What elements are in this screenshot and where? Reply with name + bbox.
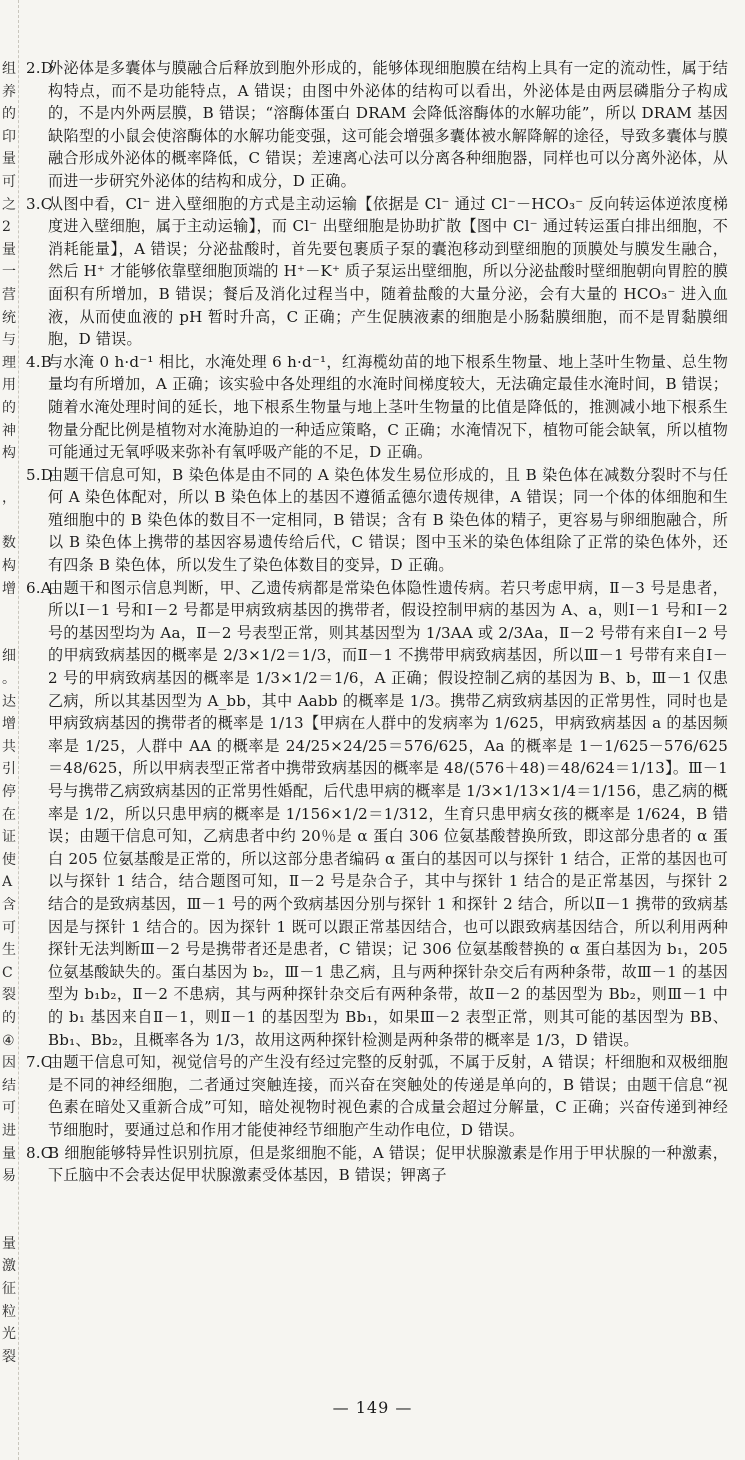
margin-fragment: 证	[2, 829, 16, 846]
answer-item-4	[26, 351, 728, 464]
item-number: 4.B	[26, 352, 53, 371]
answer-item-3	[26, 193, 728, 351]
margin-fragment: 之	[2, 196, 16, 213]
margin-fragment: 生	[2, 942, 16, 959]
margin-fragment: 激	[2, 1258, 16, 1275]
margin-fragment: 引	[2, 761, 16, 778]
margin-fragment: 停	[2, 784, 16, 800]
margin-fragment: 理	[2, 354, 16, 371]
item-text: 从图中看，Cl⁻ 进入壁细胞的方式是主动运输【依据是 Cl⁻ 通过 Cl⁻－HCO₃⁻ 反向转运体逆浓度梯度进入壁细胞，属于主动运输】，而 Cl⁻ 出壁细胞是协助扩散【图中 Cl⁻ 通过转运蛋白排出细胞，不消耗能量】，A 错误；分泌盐酸时，首先要包裹质子泵的囊泡移动到壁细胞的顶膜处与膜发生融合，然后 H⁺ 才能够依靠壁细胞顶端的 H⁺－K⁺ 质子泵运出壁细胞，所以分泌盐酸时壁细胞朝向胃腔的膜面积有所增加，B 错误；餐后及消化过程当中，随着盐酸的大量分泌，会有大量的 HCO₃⁻ 进入血液，从而使血液的 pH 暂时升高，C 正确；产生促胰液素的细胞是小肠黏膜细胞，而不是胃黏膜细胞，D 错误。	[48, 194, 728, 349]
margin-fragment: 粒	[2, 1303, 16, 1320]
answer-item-7	[26, 1051, 728, 1141]
margin-fragment: 易	[2, 1168, 16, 1185]
margin-fragment	[2, 623, 16, 646]
margin-fragment	[2, 600, 16, 623]
margin-fragment	[2, 1188, 16, 1211]
margin-fragment: 的	[2, 1009, 16, 1026]
margin-fragment: 量	[2, 241, 16, 258]
margin-fragment: 用	[2, 377, 16, 394]
answer-item-6	[26, 577, 728, 1051]
margin-fragment: 数	[2, 535, 16, 552]
margin-fragment: 的	[2, 106, 16, 123]
answer-item-5	[26, 464, 728, 577]
margin-fragment: 与	[2, 332, 16, 349]
margin-fragment: 。	[2, 671, 16, 688]
margin-fragment: 共	[2, 738, 16, 755]
margin-fragment: 可	[2, 173, 16, 190]
margin-fragment	[2, 510, 16, 533]
answer-explanations	[26, 57, 728, 1187]
margin-fragment	[2, 1210, 16, 1233]
margin-fragment: ④	[2, 1032, 15, 1049]
margin-fragment: 达	[2, 693, 16, 710]
item-number: 6.A	[26, 578, 52, 597]
item-text: B 细胞能够特异性识别抗原，但是浆细胞不能，A 错误；促甲状腺激素是作用于甲状腺的一种激素，下丘脑中不会表达促甲状腺激素受体基因，B 错误；钾离子	[48, 1143, 728, 1185]
item-number: 5.D	[26, 465, 54, 484]
margin-fragment: 裂	[2, 987, 16, 1004]
margin-fragment: 一	[2, 264, 16, 281]
margin-fragment: 裂	[2, 1348, 16, 1365]
item-text: 与水淹 0 h·d⁻¹ 相比，水淹处理 6 h·d⁻¹，红海榄幼苗的地下根系生物量、地上茎叶生物量、总生物量均有所增加，A 正确；该实验中各处理组的水淹时间梯度较大，无法确定最佳水淹时间，B 错误；随着水淹处理时间的延长，地下根系生物量与地上茎叶生物量的比值是降低的，推测减小地下根系生物量分配比例是植物对水淹胁迫的一种适应策略，C 正确；水淹情况下，植物可能会缺氧，所以植物可能通过无氧呼吸来弥补有氧呼吸产能的不足，D 正确。	[48, 352, 728, 462]
answer-item-8	[26, 1142, 728, 1187]
item-number: 2.D	[26, 59, 54, 77]
margin-fragment: 营	[2, 286, 16, 303]
item-number: 3.C	[26, 194, 53, 213]
item-text: 由题干信息可知，B 染色体是由不同的 A 染色体发生易位形成的，且 B 染色体在减数分裂时不与任何 A 染色体配对，所以 B 染色体上的基因不遵循孟德尔遗传规律，A 错误；同一个体的体细胞和生殖细胞中的 B 染色体的数目不一定相同，B 错误；含有 B 染色体的精子，更容易与卵细胞融合，所以 B 染色体上携带的基因容易遗传给后代，C 错误；图中玉米的染色体组除了正常的染色体外，还有四条 B 染色体，所以发生了染色体数目的变异，D 正确。	[48, 465, 728, 575]
item-text: 由题干和图示信息判断，甲、乙遗传病都是常染色体隐性遗传病。若只考虑甲病，Ⅱ－3 号是患者，所以Ⅰ－1 号和Ⅰ－2 号都是甲病致病基因的携带者，假设控制甲病的基因为 A、a，则Ⅰ－1 号和Ⅰ－2 号的基因型均为 Aa，Ⅱ－2 号表型正常，则其基因型为 1/3AA 或 2/3Aa，Ⅱ－2 号带有来自Ⅰ－2 号的甲病致病基因的概率是 2/3×1/2＝1/3，而Ⅱ－1 不携带甲病致病基因，所以Ⅲ－1 号带有来自Ⅰ－2 号的甲病致病基因的概率是 1/3×1/2＝1/6，A 正确；假设控制乙病的基因为 B、b，Ⅲ－1 仅患乙病，所以其基因型为 A_bb，其中 Aabb 的概率是 1/3。携带乙病致病基因的正常男性，同时也是甲病致病基因的携带者的概率是 1/13【甲病在人群中的发病率为 1/625，甲病致病基因 a 的基因频率是 1/25，人群中 AA 的概率是 24/25×24/25＝576/625，Aa 的概率是 1－1/625－576/625＝48/625，所以甲病表型正常者中携带致病基因的概率是 48/(576＋48)＝48/624＝1/13】。Ⅲ－1 号与携带乙病致病基因的正常男性婚配，后代患甲病的概率是 1/3×1/13×1/4＝1/156，患乙病的概率是 1/2，所以只患甲病的概率是 1/156×1/2＝1/312，生育只患甲病女孩的概率是 1/624，B 错误；由题干信息可知，乙病患者中约 20％是 α 蛋白 306 位氨基酸替换所致，即这部分患者的 α 蛋白 205 位氨基酸是正常的，所以这部分患者编码 α 蛋白的基因可以与探针 1 结合，正常的基因也可以与探针 1 结合，结合题图可知，Ⅱ－2 号是杂合子，其中与探针 1 结合的是正常基因，与探针 2 结合的是致病基因，Ⅲ－1 号的两个致病基因分别与探针 1 和探针 2 结合，所以Ⅱ－1 携带的致病基因是与探针 1 结合的。因为探针 1 既可以跟正常基因结合，也可以跟致病基因结合，所以利用两种探针无法判断Ⅲ－2 号是携带者还是患者，C 错误；记 306 位氨基酸替换的 α 蛋白基因为 b₁，205 位氨基酸缺失的。蛋白基因为 b₂，Ⅲ－1 患乙病，且与两种探针杂交后有两种条带，故Ⅲ－1 的基因型为 b₁b₂，Ⅱ－2 不患病，其与两种探针杂交后有两种条带，故Ⅱ－2 的基因型为 Bb₂，则Ⅲ－1 中的 b₁ 基因来自Ⅱ－1，则Ⅱ－1 的基因型为 Bb₁，如果Ⅲ－2 表型正常，则其可能的基因型为 BB、Bb₁、Bb₂，且概率各为 1/3，故用这两种探针检测是两种条带的概率是 1/3，D 错误。	[48, 578, 728, 1049]
margin-fragment: 构	[2, 558, 16, 575]
margin-fragment: 细	[2, 648, 16, 665]
margin-fragment: 使	[2, 851, 16, 868]
margin-fragment: 2	[2, 219, 11, 236]
item-text: 外泌体是多囊体与膜融合后释放到胞外形成的，能够体现细胞膜在结构上具有一定的流动性，属于结构特点，而不是功能特点，A 错误；由图中外泌体的结构可以看出，外泌体是由两层磷脂分子构成的，不是内外两层膜，B 错误；“溶酶体蛋白 DRAM 会降低溶酶体的水解功能”，所以 DRAM 基因缺陷型的小鼠会使溶酶体的水解功能变强，这可能会增强多囊体被水解降解的途径，导致多囊体与膜融合形成外泌体的概率降低，C 错误；差速离心法可以分离各种细胞器，同样也可以分离外泌体，从而进一步研究外泌体的结构和成分，D 正确。	[48, 59, 728, 190]
margin-fragment: 含	[2, 896, 16, 913]
margin-fragment: 的	[2, 399, 16, 416]
margin-fragment: 因	[2, 1055, 16, 1072]
margin-fragment: 组	[2, 61, 16, 77]
margin-fragment: 增	[2, 716, 16, 733]
item-number: 8.C	[26, 1143, 53, 1162]
margin-fragment: 征	[2, 1281, 16, 1298]
margin-fragment: 光	[2, 1326, 16, 1343]
margin-fragment: 印	[2, 128, 16, 145]
item-text: 由题干信息可知，视觉信号的产生没有经过完整的反射弧，不属于反射，A 错误；杆细胞和双极细胞是不同的神经细胞，二者通过突触连接，而兴奋在突触处的传递是单向的，B 错误；由题干信息“视色素在暗处又重新合成”可知，暗处视物时视色素的合成量会超过分解量，C 正确；兴奋传递到神经节细胞时，要通过总和作用才能使神经节细胞产生动作电位，D 错误。	[48, 1053, 728, 1139]
margin-fragment: 统	[2, 309, 16, 326]
margin-fragment: C	[2, 964, 13, 981]
margin-fragment: 量	[2, 1145, 16, 1162]
margin-fragment	[2, 465, 16, 488]
margin-fragment: 构	[2, 445, 16, 462]
item-number: 7.C	[26, 1053, 53, 1072]
margin-fragment: 在	[2, 806, 16, 823]
margin-fragment: 可	[2, 919, 16, 936]
answer-item-2	[26, 57, 728, 193]
margin-fragment: 神	[2, 422, 16, 439]
left-margin-fragments	[2, 58, 16, 1368]
margin-fragment: 结	[2, 1077, 16, 1094]
margin-fragment: 增	[2, 580, 16, 597]
margin-fragment: 量	[2, 151, 16, 168]
margin-fragment: 进	[2, 1122, 16, 1139]
page-number: — 149 —	[332, 1398, 413, 1417]
margin-fragment: 可	[2, 1100, 16, 1117]
margin-fragment: 量	[2, 1235, 16, 1252]
margin-fragment: ，	[2, 490, 16, 507]
margin-fragment: A	[2, 874, 13, 891]
margin-fragment: 养	[2, 83, 16, 100]
margin-fold-line	[18, 0, 19, 1460]
